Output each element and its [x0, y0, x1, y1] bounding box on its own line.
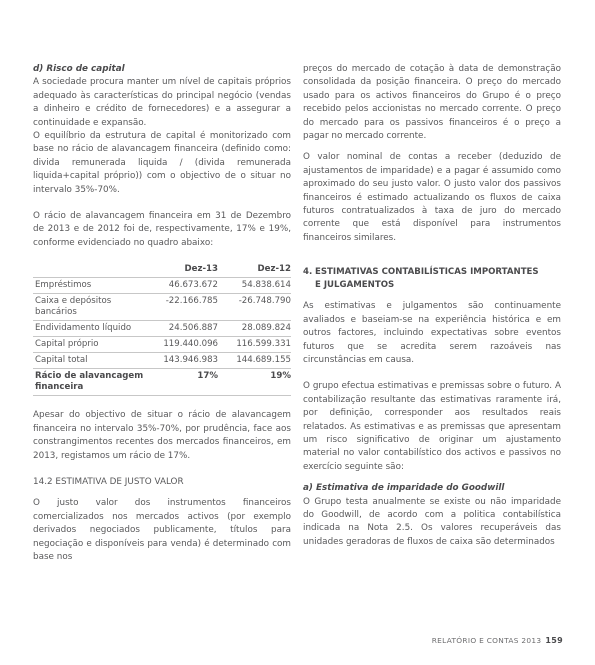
cell-value: 24.506.887 — [145, 321, 218, 337]
table-total-row — [33, 369, 291, 396]
paragraph: A sociedade procura manter um nível de capitais próprios adequado às características do principal negócio (vendas a dinheiro e crédito de fornecedores) e a assegurar a continuidade e expansão. — [33, 77, 291, 128]
paragraph: O justo valor dos instrumentos financeiros comercializados nos mercados activos (por exemplo derivados negociados publicamente, títulos para negociação e disponíveis para venda) é determinado com base nos — [33, 498, 291, 562]
page-footer — [403, 636, 563, 645]
paragraph: O equilíbrio da estrutura de capital é monitorizado com base no rácio de alavancagem financeira (definido como: divida remunerada liquida / (divida remunerada liquida+capital próprio)) com o objectivo de o situar no intervalo 35%-70%. — [33, 131, 291, 195]
table-row — [33, 337, 291, 353]
table-row — [33, 353, 291, 369]
cell-value: 46.673.672 — [145, 278, 218, 294]
risk-heading: d) Risco de capital — [33, 64, 125, 74]
cell-value: -22.166.785 — [145, 294, 218, 321]
table-row — [33, 321, 291, 337]
paragraph: O valor nominal de contas a receber (deduzido de ajustamentos de imparidade) e a pagar é assumido como aproximado do seu justo valor. O justo valor dos passivos financeiros é estimado actualizando os fluxos de caixa futuros contratualizados à taxa de juro do mercado corrente que está disponível para instrumentos financeiros similares. — [303, 152, 561, 243]
paragraph: O grupo efectua estimativas e premissas sobre o futuro. A contabilização resultante das estimativas raramente irá, por definição, corresponder aos resultados reais relatados. As estimativas e as premissas que apresentam um risco significativo de originar um ajustamento material no valor contabilístico dos activos e passivos no exercício seguinte são: — [303, 381, 561, 472]
paragraph: O rácio de alavancagem financeira em 31 de Dezembro de 2013 e de 2012 foi de, respectivamente, 17% e 19%, conforme evidenciado no quadro abaixo: — [33, 211, 291, 248]
cell-value: 144.689.155 — [218, 353, 291, 369]
page-number: 159 — [545, 636, 563, 645]
row-label: Endividamento líquido — [33, 321, 145, 337]
row-label: Caixa e depósitos bancários — [33, 294, 145, 321]
cell-value: 116.599.331 — [218, 337, 291, 353]
table-header-row — [33, 262, 291, 278]
column-header: Dez-13 — [184, 264, 218, 275]
section-title: ESTIMATIVAS CONTABILÍSTICAS IMPORTANTES — [315, 267, 539, 278]
cell-value: 119.440.096 — [145, 337, 218, 353]
row-label: Rácio de alavancagem financeira — [33, 369, 145, 396]
table-row — [33, 294, 291, 321]
paragraph: Apesar do objectivo de situar o rácio de alavancagem financeira no intervalo 35%-70%, por prudência, face aos constrangimentos recentes dos mercados financeiros, em 2013, registamos um rácio de 17%. — [33, 410, 291, 461]
row-label: Capital total — [33, 353, 145, 369]
cell-value: 143.946.983 — [145, 353, 218, 369]
column-header: Dez-12 — [257, 264, 291, 275]
section-heading — [303, 266, 561, 292]
section-number: 4. — [303, 267, 313, 278]
cell-value: 17% — [145, 369, 218, 396]
footer-label: RELATÓRIO E CONTAS 2013 — [431, 636, 542, 645]
right-column — [303, 63, 561, 549]
row-label: Capital próprio — [33, 337, 145, 353]
row-label: Empréstimos — [33, 278, 145, 294]
cell-value: -26.748.790 — [218, 294, 291, 321]
paragraph: preços do mercado de cotação à data de demonstração consolidada da posição financeira. O preço do mercado usado para os activos financeiros do Grupo é o preço recebido pelos accionistas no mercado corrente. O preço do mercado para os passivos financeiros é o preço a pagar no mercado corrente. — [303, 64, 561, 142]
paragraph: O Grupo testa anualmente se existe ou não imparidade do Goodwill, de acordo com a politica contabilística indicada na Nota 2.5. Os valores recuperáveis das unidades geradoras de fluxos de caixa são determinados — [303, 496, 561, 547]
leverage-table — [33, 262, 291, 396]
table-row — [33, 278, 291, 294]
left-column — [33, 63, 291, 564]
paragraph: As estimativas e julgamentos são continuamente avaliados e baseiam-se na experiência histórica e em outros factores, incluindo expectativas sobre eventos futuros que se acredita serem razoáveis nas circunstâncias em causa. — [303, 301, 561, 365]
cell-value: 19% — [218, 369, 291, 396]
cell-value: 28.089.824 — [218, 321, 291, 337]
section-title: E JULGAMENTOS — [315, 280, 395, 291]
goodwill-heading: a) Estimativa de imparidade do Goodwill — [303, 483, 505, 494]
cell-value: 54.838.614 — [218, 278, 291, 294]
subsection-heading: 14.2 ESTIMATIVA DE JUSTO VALOR — [33, 476, 184, 487]
